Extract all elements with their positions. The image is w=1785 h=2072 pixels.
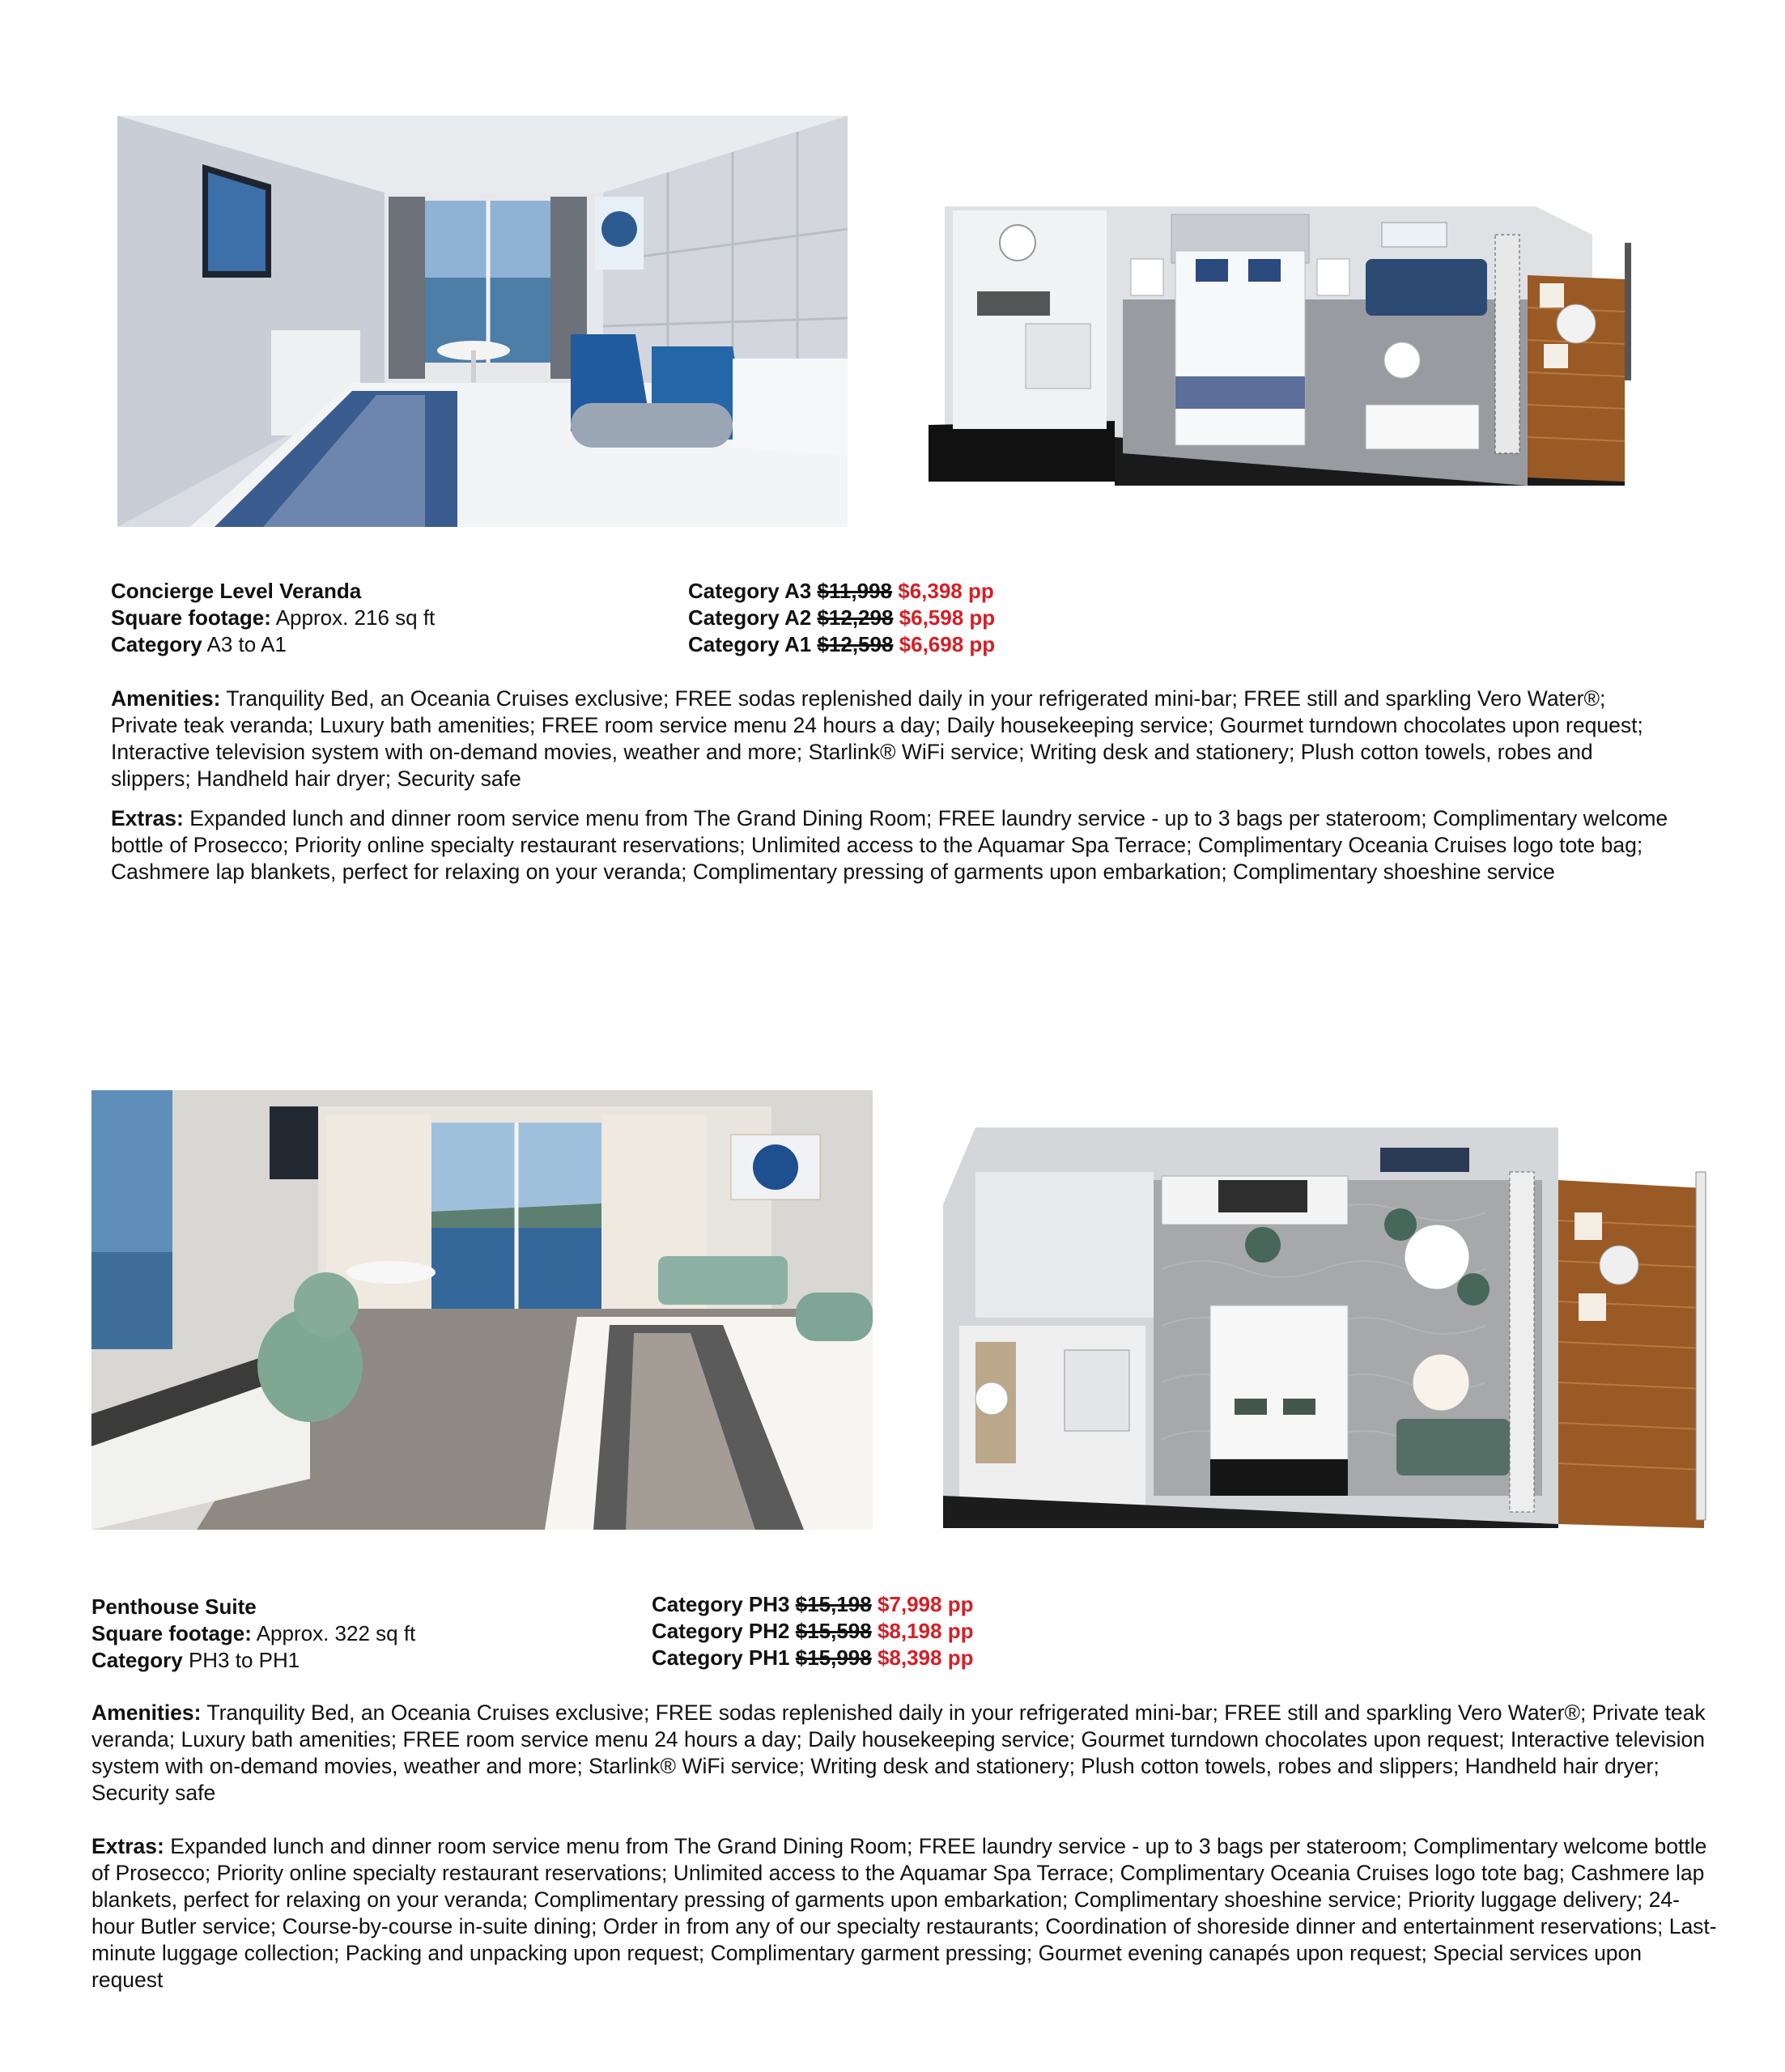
price-original: $15,998 [795,1645,872,1670]
square-footage-label: Square footage: [91,1621,252,1645]
price-category: Category PH2 [652,1619,790,1643]
penthouse-extras [91,1833,1719,1993]
price-row [688,578,995,605]
square-footage-line [91,1620,610,1647]
penthouse-amenities [91,1700,1719,1807]
price-sale: $6,398 pp [898,579,994,603]
price-category: Category A3 [688,579,812,603]
concierge-price-list [688,578,995,658]
price-row [688,631,995,658]
amenities-text: Tranquility Bed, an Oceania Cruises exclusive; FREE sodas replenished daily in your refrigerated mini-bar; FREE still and sparkling Vero Water®; Private teak veranda; Luxury bath amenities; FREE room service menu 24 hours a day; Daily housekeeping service; Gourmet turndown chocolates upon request; Interactive television system with on-demand movies, weather and more; Starlink® WiFi service; Writing desk and stationery; Plush cotton towels, robes and slippers; Handheld hair dryer; Security safe [91,1700,1706,1805]
concierge-veranda-floor-plan [929,202,1641,486]
penthouse-floorplan-illustration [943,1123,1712,1528]
price-category: Category PH1 [652,1645,790,1670]
penthouse-suite-room-photo [91,1090,873,1530]
price-original: $12,598 [817,632,894,656]
penthouse-price-list [652,1591,973,1671]
amenities-text: Tranquility Bed, an Oceania Cruises exclusive; FREE sodas replenished daily in your refrigerated mini-bar; FREE still and sparkling Vero Water®; Private teak veranda; Luxury bath amenities; FREE room service menu 24 hours a day; Daily housekeeping service; Gourmet turndown chocolates upon request; Interactive television system with on-demand movies, weather and more; Starlink® WiFi service; Writing desk and stationery; Plush cotton towels, robes and slippers; Handheld hair dryer; Security safe [111,686,1643,791]
price-sale: $7,998 pp [877,1592,974,1616]
concierge-amenities [111,686,1673,792]
extras-text: Expanded lunch and dinner room service menu from The Grand Dining Room; FREE laundry service - up to 3 bags per stateroom; Complimentary welcome bottle of Prosecco; Priority online specialty restaurant reservations; Unlimited access to the Aquamar Spa Terrace; Complimentary Oceania Cruises logo tote bag; Cashmere lap blankets, perfect for relaxing on your veranda; Complimentary pressing of garments upon embarkation; Complimentary shoeshine service; Priority luggage delivery; 24-hour Butler service; Course-by-course in-suite dining; Order in from any of our specialty restaurants; Coordination of shoreside dinner and entertainment reservations; Last-minute luggage collection; Packing and unpacking upon request; Complimentary garment pressing; Gourmet evening canapés upon request; Special services upon request [91,1834,1717,1992]
penthouse-suite-floor-plan [943,1123,1712,1528]
price-sale: $8,398 pp [877,1645,974,1670]
extras-label: Extras: [91,1834,164,1858]
suite-title: Concierge Level Veranda [111,579,362,603]
suite-title: Penthouse Suite [91,1594,257,1619]
price-sale: $6,598 pp [899,605,996,630]
price-original: $15,198 [795,1592,872,1616]
category-line [91,1647,610,1674]
price-row [652,1645,973,1671]
price-row [652,1591,973,1618]
concierge-floorplan-illustration [929,202,1641,486]
price-row [652,1618,973,1645]
square-footage-label: Square footage: [111,605,271,630]
concierge-extras [111,805,1673,885]
category-value: PH3 to PH1 [188,1648,300,1672]
square-footage-value: Approx. 216 sq ft [275,605,436,630]
price-original: $11,998 [817,579,892,603]
square-footage-value: Approx. 322 sq ft [256,1621,416,1645]
extras-text: Expanded lunch and dinner room service menu from The Grand Dining Room; FREE laundry service - up to 3 bags per stateroom; Complimentary welcome bottle of Prosecco; Priority online specialty restaurant reservations; Unlimited access to the Aquamar Spa Terrace; Complimentary Oceania Cruises logo tote bag; Cashmere lap blankets, perfect for relaxing on your veranda; Complimentary pressing of garments upon embarkation; Complimentary shoeshine service [111,806,1668,884]
price-original: $12,298 [817,605,894,630]
price-category: Category A2 [688,605,812,630]
category-label: Category [91,1648,183,1672]
price-category: Category PH3 [652,1592,790,1616]
concierge-room-illustration [117,116,848,527]
price-row [688,605,995,631]
concierge-veranda-room-photo [117,116,848,527]
concierge-info-block [111,578,629,658]
penthouse-info-block [91,1594,610,1674]
price-original: $15,598 [795,1619,872,1643]
square-footage-line [111,605,629,631]
category-line [111,631,629,658]
penthouse-room-illustration [91,1090,873,1530]
amenities-label: Amenities: [91,1700,202,1725]
amenities-label: Amenities: [111,686,221,711]
extras-label: Extras: [111,806,184,830]
price-category: Category A1 [688,632,812,656]
category-value: A3 to A1 [206,632,287,656]
price-sale: $8,198 pp [877,1619,974,1643]
price-sale: $6,698 pp [899,632,996,656]
category-label: Category [111,632,202,656]
